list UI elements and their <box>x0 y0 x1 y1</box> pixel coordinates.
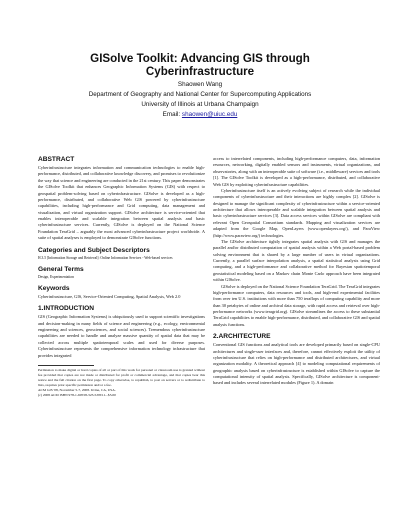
introduction-text: GIS (Geographic Information Systems) is ubiquitously used to support scientific investigations and decision-making in many fields of science and engineering (e.g., ecology, environmental engineering and sciences, geosciences, and social sciences). Tremendous cyberinfrastructure capabilities are needed to handle and analyze massive quantity of spatial data that may be collected across multiple spatiotemporal scales and used for diverse purposes. Cyberinfrastructure represents the comprehensive information technology infrastructure that provides integrated <box>38 314 205 358</box>
general-terms-text: Design, Experimentation <box>38 274 74 279</box>
affiliation-university: University of Illinois at Urbana Champaign <box>141 101 259 108</box>
abstract-text: Cyberinfrastructure integrates information and communication technologies to enable high-performance, distributed, and collaborative knowledge discovery, and promises to revolutionize the way that science and engineering are conducted in the 21st century. This paper demonstrates the GISolve Toolkit that enhances Geographic Information Systems (GIS) with respect to geospatial problem-solving based on cyberinfrastructure. GISolve is developed as a high-performance, distributed, and collaborative Web GIS powered by cyberinfrastructure capabilities, including high-performance and Grid computing, data management and visualization, and virtual organization support. GISolve architecture is service-oriented that enables interoperable and scalable integration between spatial analysis and basic cyberinfrastructure services. Currently, GISolve is deployed on the National Science Foundation TeraGrid – arguably the most advanced cyberinfrastructure project worldwide. A suite of spatial analyses is employed to demonstrate GISolve functions. <box>38 165 205 241</box>
email-link[interactable]: shaowen@uiuc.edu <box>181 111 238 118</box>
categories-heading: Categories and Subject Descriptors <box>38 246 150 254</box>
right-paragraph-3: The GISolve architecture tightly integrates spatial analysis with GIS and manages the parallel and/or distributed computation of spatial analysis within a Web portal-based problem solving environment that is shared by a large number of users in virtual organizations. Currently, a parallel surface interpolation analysis, a spatial statistical analysis using Grid computing, and a high-performance and collaborative method for Bayesian spatiotemporal geostatistical modeling based on a Markov chain Monte Carlo approach have been integrated within GISolve. <box>213 238 380 283</box>
email-label: Email: <box>162 111 181 118</box>
right-paragraph-2: Cyberinfrastructure itself is an actively evolving subject of research while the individual components of cyberinfrastructure and their interactions are highly complex [2]. GISolve is designed to manage the significant complexity of cyberinfrastructure within a service-oriented architecture that allows interoperable and scalable integration between spatial analysis and basic cyberinfrastructure services [3]. Data access services within GISolve are compliant with relevant Open Geospatial Consortium standards. Mapping and visualization services are adapted from the Google Map, OpenLayers (www.openlayers.org/), and ParaView (http://www.paraview.org/) technologies. <box>213 187 380 238</box>
architecture-heading: 2.ARCHITECTURE <box>213 333 271 341</box>
right-paragraph-4: GISolve is deployed on the National Science Foundation TeraGrid. The TeraGrid integrates high-performance computers, data resources and tools, and high-end experimental facilities from over ten U.S. institutions with more than 750 teraflops of computing capability and more than 30 petabytes of online and archival data storage, with rapid access and retrieval over high-performance networks (www.teragrid.org). GISolve streamlines the access to these substantial TeraGrid capabilities to enable high-performance, distributed, and collaborative GIS and spatial analysis functions. <box>213 283 380 327</box>
keywords-heading: Keywords <box>38 284 70 292</box>
copyright-line: (c) 2008 ACM ISBN 978-1-60558-323-5/08/11...$5.00 <box>38 392 116 397</box>
affiliation-department: Department of Geography and National Center for Supercomputing Applications <box>88 91 312 98</box>
conference-line: ACM GIS '08, November 5-7, 2008. Irvine, CA, USA. <box>38 387 116 392</box>
paper-title-line-2: Cyberinfrastructure <box>145 65 255 78</box>
permission-footnote: Permission to make digital or hard copies of all or part of this work for personal or classroom use is granted without fee provided that copies are not made or distributed for profit or commercial advantage, and that copies bear this notice and the full citation on the first page. To copy otherwise, to republish, to post on servers or to redistribute to lists, requires prior specific permission and/or a fee. <box>38 367 205 387</box>
architecture-text: Conventional GIS functions and analytical tools are developed primarily based on single-CPU architectures and single-user interfaces and, therefore, cannot effectively exploit the utility of cyberinfrastructure that relies on high-performance and distributed architectures, and virtual organization modality. A theoretical approach [4] to modeling computational requirements of geographic analysis based on cyberinfrastructure is established within GISolve to capture the computational intensity of spatial analysis. Specifically, GISolve architecture is component-based and includes several interrelated modules (Figure 1). A domain <box>213 342 380 386</box>
categories-text: H.3.5 [Information Storage and Retrieval]: Online Information Services - Web-based services <box>38 255 173 260</box>
introduction-heading: 1.INTRODUCTION <box>38 305 95 313</box>
footnote-rule <box>38 365 94 366</box>
right-paragraph-1: access to interrelated components, including high-performance computers, data, information resources, networking, digitally enabled sensors and instruments, virtual organizations, and observatories, along with an interoperable suite of software (i.e., middleware) services and tools [1]. The GISolve Toolkit is developed as a high-performance, distributed, and collaborative Web GIS by exploiting cyberinfrastructure capabilities. <box>213 156 380 187</box>
author-email-line <box>0 110 400 119</box>
left-column <box>38 156 205 398</box>
author-name: Shaowen Wang <box>177 81 223 88</box>
right-column <box>213 156 380 387</box>
keywords-text: Cyberinfrastructure, GIS, Service-Oriented Computing, Spatial Analysis, Web 2.0 <box>38 293 181 299</box>
paper-title-line-1: GISolve Toolkit: Advancing GIS through <box>90 52 310 65</box>
general-terms-heading: General Terms <box>38 265 84 273</box>
abstract-heading: ABSTRACT <box>38 156 75 163</box>
